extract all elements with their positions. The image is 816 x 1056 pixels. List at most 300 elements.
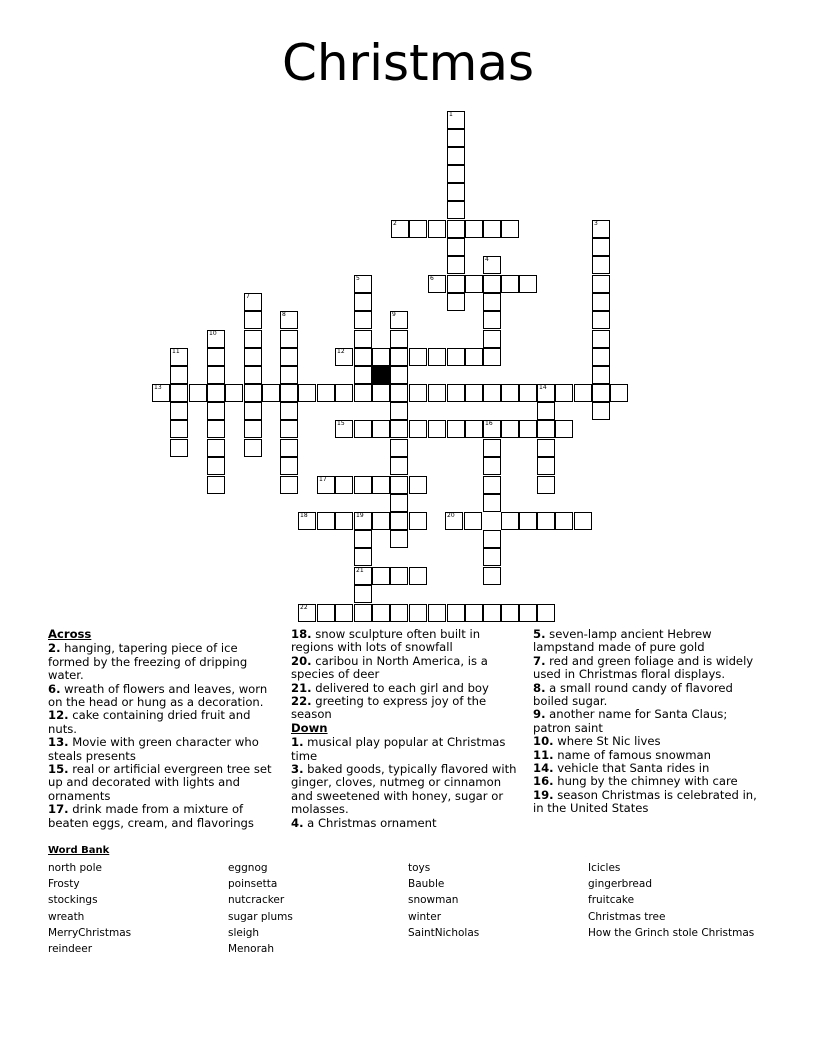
grid-cell[interactable] (354, 348, 372, 366)
grid-cell[interactable] (280, 366, 298, 384)
clue-number-label: 4. (291, 815, 304, 830)
grid-cell[interactable] (170, 384, 188, 402)
grid-cell[interactable] (537, 604, 555, 622)
grid-cell[interactable] (354, 530, 372, 548)
grid-cell[interactable] (280, 402, 298, 420)
grid-cell[interactable] (447, 129, 465, 147)
grid-cell[interactable] (447, 220, 465, 238)
clue-number-label: 22. (291, 694, 312, 709)
clue-number-label: 15. (48, 762, 69, 777)
word-bank-item: stockings (48, 894, 98, 907)
grid-cell[interactable] (574, 512, 592, 530)
grid-cell[interactable] (447, 348, 465, 366)
grid-cell[interactable] (483, 293, 501, 311)
grid-cell[interactable] (207, 457, 225, 475)
grid-cell[interactable] (447, 256, 465, 274)
grid-cell[interactable] (280, 420, 298, 438)
across-clue-list (48, 642, 276, 830)
grid-cell[interactable] (409, 384, 427, 402)
grid-cell[interactable] (592, 238, 610, 256)
grid-cell[interactable] (428, 420, 446, 438)
grid-cell[interactable] (372, 348, 390, 366)
grid-cell[interactable] (465, 275, 483, 293)
grid-cell[interactable] (447, 165, 465, 183)
grid-cell[interactable] (354, 512, 372, 530)
grid-cell[interactable] (537, 402, 555, 420)
grid-cell[interactable] (170, 420, 188, 438)
word-bank-item: snowman (408, 894, 459, 907)
grid-cell[interactable] (519, 275, 537, 293)
grid-cell[interactable] (244, 293, 262, 311)
grid-cell[interactable] (483, 311, 501, 329)
word-bank-item: fruitcake (588, 894, 635, 907)
clue-text: wreath of flowers and leaves, worn on the head or hung as a decoration. (48, 681, 268, 710)
clue-text: cake containing dried fruit and nuts. (48, 708, 251, 736)
grid-cell[interactable] (207, 420, 225, 438)
clue (291, 682, 525, 695)
clue-number: 16 (485, 420, 493, 427)
clue-number: 4 (485, 256, 489, 263)
grid-cell[interactable] (428, 604, 446, 622)
grid-cell[interactable] (244, 348, 262, 366)
grid-cell[interactable] (354, 567, 372, 585)
grid-cell[interactable] (280, 311, 298, 329)
word-bank-item: reindeer (48, 943, 93, 956)
grid-cell[interactable] (298, 604, 316, 622)
word-bank-item: gingerbread (588, 878, 652, 891)
grid-cell[interactable] (354, 311, 372, 329)
grid-cell[interactable] (390, 530, 408, 548)
word-bank-column (408, 860, 479, 941)
grid-cell[interactable] (447, 293, 465, 311)
grid-cell[interactable] (592, 220, 610, 238)
grid-cell[interactable] (390, 567, 408, 585)
grid-cell[interactable] (592, 348, 610, 366)
grid-cell[interactable] (354, 366, 372, 384)
grid-cell[interactable] (390, 311, 408, 329)
grid-cell[interactable] (354, 476, 372, 494)
grid-cell[interactable] (170, 366, 188, 384)
clue-text: caribou in North America, is a species of deer (291, 653, 488, 682)
grid-cell[interactable] (483, 567, 501, 585)
grid-cell[interactable] (483, 330, 501, 348)
grid-cell[interactable] (483, 530, 501, 548)
clue-text: vehicle that Santa rides in (553, 761, 710, 776)
grid-cell[interactable] (354, 330, 372, 348)
grid-cell[interactable] (555, 420, 573, 438)
grid-cell[interactable] (244, 384, 262, 402)
grid-cell[interactable] (519, 384, 537, 402)
clue-number-label: 20. (291, 653, 312, 668)
grid-cell[interactable] (428, 220, 446, 238)
grid-cell[interactable] (280, 384, 298, 402)
grid-cell[interactable] (447, 384, 465, 402)
clue (48, 709, 276, 736)
grid-cell[interactable] (483, 457, 501, 475)
grid-cell[interactable] (447, 147, 465, 165)
grid-cell[interactable] (447, 238, 465, 256)
grid-cell[interactable] (555, 384, 573, 402)
grid-cell[interactable] (447, 111, 465, 129)
grid-cell-black (372, 366, 390, 384)
grid-cell[interactable] (280, 457, 298, 475)
grid-cell[interactable] (465, 384, 483, 402)
grid-cell[interactable] (447, 604, 465, 622)
grid-cell[interactable] (390, 402, 408, 420)
page-title: Christmas (281, 34, 535, 92)
clue-number-label: 18. (291, 627, 312, 641)
grid-cell[interactable] (409, 476, 427, 494)
grid-cell[interactable] (390, 604, 408, 622)
grid-cell[interactable] (354, 585, 372, 603)
grid-cell[interactable] (483, 384, 501, 402)
clue-number: 13 (154, 384, 162, 391)
clue-number-label: 11. (533, 747, 554, 762)
clue-number-label: 7. (533, 653, 546, 668)
clue (533, 628, 765, 655)
grid-cell[interactable] (244, 420, 262, 438)
grid-cell[interactable] (447, 420, 465, 438)
grid-cell[interactable] (280, 348, 298, 366)
clue-text: name of famous snowman (553, 747, 712, 762)
grid-cell[interactable] (501, 275, 519, 293)
grid-cell[interactable] (317, 512, 335, 530)
grid-cell[interactable] (189, 384, 207, 402)
grid-cell[interactable] (317, 604, 335, 622)
down-clue-list (291, 736, 525, 830)
grid-cell[interactable] (244, 311, 262, 329)
clue-text: Movie with green character who steals presents (48, 735, 259, 763)
grid-cell[interactable] (501, 512, 519, 530)
clue-number: 1 (449, 111, 453, 118)
grid-cell[interactable] (335, 604, 353, 622)
grid-cell[interactable] (390, 457, 408, 475)
clue (533, 708, 765, 735)
grid-cell[interactable] (244, 439, 262, 457)
clue-number: 20 (447, 512, 455, 519)
grid-cell[interactable] (409, 512, 427, 530)
clue-number-label: 6. (48, 681, 61, 696)
clue-number: 21 (356, 567, 364, 574)
grid-cell[interactable] (465, 420, 483, 438)
grid-cell[interactable] (483, 494, 501, 512)
grid-cell[interactable] (372, 604, 390, 622)
clue-number: 22 (300, 604, 308, 611)
clue-text: delivered to each girl and boy (311, 680, 489, 695)
grid-cell[interactable] (390, 494, 408, 512)
clues-column-2 (291, 628, 525, 830)
grid-cell[interactable] (409, 420, 427, 438)
word-bank-item: north pole (48, 862, 102, 874)
grid-cell[interactable] (391, 220, 409, 238)
word-bank-item: How the Grinch stole Christmas (588, 926, 755, 939)
grid-cell[interactable] (372, 384, 390, 402)
grid-cell[interactable] (592, 311, 610, 329)
clue-number-label: 14. (533, 761, 554, 776)
word-bank-item: Bauble (408, 878, 445, 891)
grid-cell[interactable] (592, 402, 610, 420)
clue-number-label: 17. (48, 802, 69, 817)
grid-cell[interactable] (372, 420, 390, 438)
clue-number: 12 (337, 348, 345, 355)
clue-number-label: 12. (48, 708, 69, 723)
grid-cell[interactable] (409, 348, 427, 366)
clue-number: 3 (594, 220, 598, 227)
clue-text: baked goods, typically flavored with ginger, cloves, nutmeg or cinnamon and sweetened with honey, sugar or molasses. (291, 762, 517, 817)
grid-cell[interactable] (390, 476, 408, 494)
grid-cell[interactable] (152, 384, 170, 402)
word-bank-item: toys (408, 862, 431, 874)
clue-number-label: 9. (533, 707, 546, 722)
clue (533, 735, 765, 748)
grid-cell[interactable] (447, 183, 465, 201)
grid-cell[interactable] (537, 457, 555, 475)
word-bank-item: SaintNicholas (408, 926, 480, 939)
clue-text: where St Nic lives (553, 734, 661, 749)
word-bank-item: sleigh (228, 926, 260, 939)
grid-cell[interactable] (335, 420, 353, 438)
grid-cell[interactable] (390, 439, 408, 457)
grid-cell[interactable] (483, 476, 501, 494)
grid-cell[interactable] (464, 512, 482, 530)
grid-cell[interactable] (501, 384, 519, 402)
grid-cell[interactable] (170, 402, 188, 420)
clue-text: hung by the chimney with care (553, 774, 738, 789)
clue-text: red and green foliage and is widely used in Christmas floral displays. (533, 653, 754, 682)
word-bank-item: winter (408, 910, 442, 923)
clue (48, 803, 276, 830)
grid-cell[interactable] (428, 384, 446, 402)
grid-cell[interactable] (244, 402, 262, 420)
grid-cell[interactable] (298, 384, 316, 402)
word-bank-item: Menorah (228, 943, 275, 956)
grid-cell[interactable] (225, 384, 243, 402)
grid-cell[interactable] (592, 275, 610, 293)
grid-cell[interactable] (390, 420, 408, 438)
grid-cell[interactable] (501, 420, 519, 438)
clue (48, 736, 276, 763)
clue-number: 5 (356, 275, 360, 282)
grid-cell[interactable] (483, 348, 501, 366)
grid-cell[interactable] (465, 604, 483, 622)
grid-cell[interactable] (354, 275, 372, 293)
grid-cell[interactable] (555, 512, 573, 530)
grid-cell[interactable] (610, 384, 628, 402)
grid-cell[interactable] (244, 330, 262, 348)
grid-cell[interactable] (390, 366, 408, 384)
grid-cell[interactable] (317, 384, 335, 402)
clue (533, 789, 765, 816)
grid-cell[interactable] (592, 330, 610, 348)
clue (48, 683, 276, 710)
word-bank-column (48, 860, 131, 957)
across-clue-list-continued (291, 628, 525, 722)
grid-cell[interactable] (354, 548, 372, 566)
clue-number-label: 3. (291, 762, 304, 777)
clue-number: 14 (539, 384, 547, 391)
grid-cell[interactable] (447, 275, 465, 293)
clue-text: hanging, tapering piece of ice formed by the freezing of dripping water. (48, 641, 248, 683)
clue (533, 775, 765, 788)
clue (533, 682, 765, 709)
clue-text: greeting to express joy of the season (291, 694, 487, 722)
clue-text: snow sculpture often built in regions with lots of snowfall (291, 627, 481, 655)
clues-column-1 (48, 628, 276, 830)
grid-cell[interactable] (298, 512, 316, 530)
clue-number: 2 (393, 220, 397, 227)
grid-cell[interactable] (592, 366, 610, 384)
grid-cell[interactable] (483, 420, 501, 438)
clue-number-label: 21. (291, 680, 312, 695)
grid-cell[interactable] (483, 256, 501, 274)
word-bank-item: wreath (48, 910, 85, 923)
clue-number-label: 13. (48, 735, 69, 750)
clue-number: 11 (172, 348, 180, 355)
clue-number-label: 8. (533, 680, 546, 695)
clue-number: 10 (209, 330, 217, 337)
grid-cell[interactable] (390, 330, 408, 348)
word-bank-item: sugar plums (228, 910, 293, 923)
grid-cell[interactable] (483, 220, 501, 238)
grid-cell[interactable] (170, 348, 188, 366)
grid-cell[interactable] (409, 604, 427, 622)
grid-cell[interactable] (317, 476, 335, 494)
grid-cell[interactable] (335, 512, 353, 530)
clue-number-label: 2. (48, 641, 61, 656)
clue-number-label: 10. (533, 734, 554, 749)
grid-cell[interactable] (207, 476, 225, 494)
grid-cell[interactable] (574, 384, 592, 402)
clue-text: drink made from a mixture of beaten eggs, cream, and flavorings (48, 802, 254, 830)
grid-cell[interactable] (409, 220, 427, 238)
clue (533, 749, 765, 762)
grid-cell[interactable] (537, 476, 555, 494)
down-header: Down (291, 720, 328, 735)
grid-cell[interactable] (335, 348, 353, 366)
grid-cell[interactable] (280, 476, 298, 494)
clue (291, 655, 525, 682)
grid-cell[interactable] (207, 402, 225, 420)
grid-cell[interactable] (372, 567, 390, 585)
clue (291, 736, 525, 763)
grid-cell[interactable] (465, 220, 483, 238)
grid-cell[interactable] (335, 476, 353, 494)
clue-text: seven-lamp ancient Hebrew lampstand made of pure gold (533, 627, 712, 655)
grid-cell[interactable] (354, 420, 372, 438)
grid-cell[interactable] (592, 293, 610, 311)
grid-cell[interactable] (354, 293, 372, 311)
grid-cell[interactable] (537, 420, 555, 438)
clue (291, 628, 525, 655)
clue (291, 817, 525, 830)
clue-number: 15 (337, 420, 345, 427)
word-bank-item: eggnog (228, 862, 268, 874)
word-bank-title: Word Bank (48, 845, 110, 856)
clue (533, 655, 765, 682)
grid-cell[interactable] (592, 256, 610, 274)
word-bank-column (588, 860, 754, 941)
clue-number-label: 1. (291, 735, 304, 750)
grid-cell[interactable] (244, 366, 262, 384)
grid-cell[interactable] (592, 384, 610, 402)
clue-text: musical play popular at Christmas time (291, 735, 506, 763)
clue-number-label: 19. (533, 787, 554, 802)
clue-number-label: 5. (533, 627, 546, 641)
grid-cell[interactable] (483, 604, 501, 622)
clue-text: a Christmas ornament (303, 815, 437, 830)
grid-cell[interactable] (207, 439, 225, 457)
grid-cell[interactable] (537, 384, 555, 402)
word-bank-item: poinsetta (228, 878, 278, 891)
clue-number: 7 (246, 293, 250, 300)
word-bank-item: MerryChristmas (48, 926, 132, 939)
grid-cell[interactable] (335, 384, 353, 402)
grid-cell[interactable] (465, 348, 483, 366)
grid-cell[interactable] (483, 548, 501, 566)
grid-cell[interactable] (390, 512, 408, 530)
clue (533, 762, 765, 775)
grid-cell[interactable] (207, 384, 225, 402)
grid-cell[interactable] (519, 512, 537, 530)
grid-cell[interactable] (280, 439, 298, 457)
clue (291, 763, 525, 817)
grid-cell[interactable] (390, 348, 408, 366)
clue-number: 17 (319, 476, 327, 483)
grid-cell[interactable] (483, 439, 501, 457)
grid-cell[interactable] (354, 384, 372, 402)
grid-cell[interactable] (207, 330, 225, 348)
grid-cell[interactable] (280, 330, 298, 348)
grid-cell[interactable] (390, 384, 408, 402)
grid-cell[interactable] (428, 275, 446, 293)
clues-column-3 (533, 628, 765, 816)
word-bank-item: Frosty (48, 878, 80, 891)
grid-cell[interactable] (207, 366, 225, 384)
grid-cell[interactable] (170, 439, 188, 457)
grid-cell[interactable] (537, 512, 555, 530)
grid-cell[interactable] (447, 201, 465, 219)
clue-text: real or artificial evergreen tree set up and decorated with lights and ornaments (48, 762, 272, 803)
word-bank-item: Icicles (588, 862, 621, 874)
word-bank-item: nutcracker (228, 894, 285, 907)
down-clue-list-continued (533, 628, 765, 816)
grid-cell[interactable] (483, 275, 501, 293)
clue-text: another name for Santa Claus; patron saint (533, 707, 728, 735)
grid-cell[interactable] (445, 512, 463, 530)
grid-cell[interactable] (372, 512, 390, 530)
word-bank-item: Christmas tree (588, 910, 666, 923)
clue-text: season Christmas is celebrated in, in the United States (533, 787, 757, 816)
grid-cell[interactable] (537, 439, 555, 457)
grid-cell[interactable] (372, 476, 390, 494)
grid-cell[interactable] (262, 384, 280, 402)
grid-cell[interactable] (501, 604, 519, 622)
clue-number: 18 (300, 512, 308, 519)
grid-cell[interactable] (519, 420, 537, 438)
grid-cell[interactable] (409, 567, 427, 585)
clue-number: 19 (356, 512, 364, 519)
clue-number-label: 16. (533, 774, 554, 789)
clue-number: 9 (392, 311, 396, 318)
grid-cell[interactable] (354, 604, 372, 622)
grid-cell[interactable] (207, 348, 225, 366)
clue (48, 642, 276, 682)
grid-cell[interactable] (519, 604, 537, 622)
clue-number: 8 (282, 311, 286, 318)
clue (291, 695, 525, 722)
grid-cell[interactable] (501, 220, 519, 238)
grid-cell[interactable] (428, 348, 446, 366)
